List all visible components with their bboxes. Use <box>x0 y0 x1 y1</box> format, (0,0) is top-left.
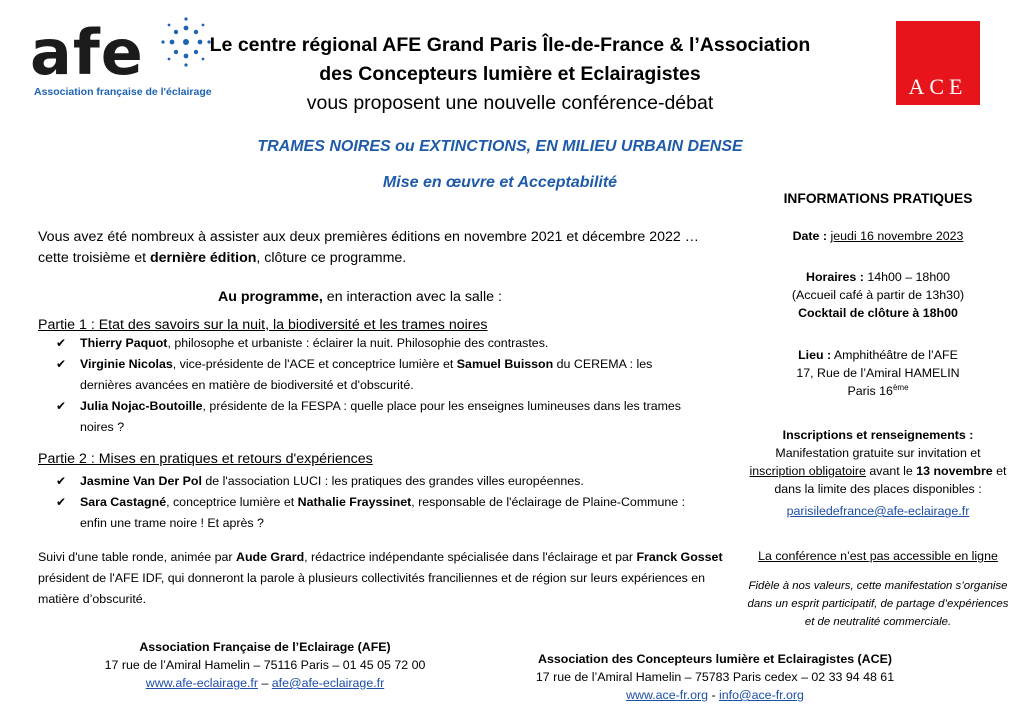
afe-logo-subtitle: Association française de l'éclairage <box>34 86 212 98</box>
intro-bold: dernière édition <box>149 250 257 266</box>
place-city <box>742 382 1014 400</box>
registration-email-wrap <box>742 502 1014 520</box>
speaker-name: Aude Grard <box>236 550 305 564</box>
ace-email-link[interactable]: info@ace-fr.org <box>719 688 804 702</box>
separator: – <box>258 676 272 690</box>
footer-afe <box>60 638 470 692</box>
info-hours <box>742 268 1014 322</box>
footer-ace-name: Association des Concepteurs lumière et Eclairagistes (ACE) <box>538 652 892 666</box>
speaker-text: , responsable de l'éclairage de Plaine-Commune : enfin une trame noire ! Et après ? <box>80 495 686 530</box>
footer-afe-address: 17 rue de l’Amiral Hamelin – 75116 Paris – 01 45 05 72 00 <box>104 658 426 672</box>
header-line-3: vous proposent une nouvelle conférence-débat <box>306 92 714 114</box>
closing-note: Fidèle à nos valeurs, cette manifestation s’organise dans un esprit participatif, de partage d’expériences et de neutralité commerciale. <box>747 580 1009 628</box>
speaker-text: , présidente de la FESPA : quelle place pour les enseignes lumineuses dans les trames noires ? <box>80 399 682 434</box>
place-line <box>742 346 1014 364</box>
hours-line <box>742 268 1014 286</box>
separator: - <box>708 688 720 702</box>
event-title: TRAMES NOIRES ou EXTINCTIONS, EN MILIEU URBAIN DENSE <box>257 138 743 155</box>
place-address: 17, Rue de l’Amiral HAMELIN <box>796 366 960 380</box>
speaker-name: Virginie Nicolas <box>80 357 173 371</box>
place-value: Amphithéâtre de l’AFE <box>833 348 958 362</box>
list-item <box>56 333 706 354</box>
date-label: Date : <box>792 229 828 243</box>
part2-list <box>56 471 706 534</box>
check-icon: ✔ <box>56 495 67 509</box>
ace-website-link[interactable]: www.ace-fr.org <box>626 688 709 702</box>
speaker-text: , conceptrice lumière et <box>166 495 298 509</box>
part1-heading: Partie 1 : Etat des savoirs sur la nuit, la biodiversité et les trames noires <box>38 317 488 333</box>
speaker-text: de l'association LUCI : les pratiques des grandes villes européennes. <box>201 474 584 488</box>
speaker-text: , vice-présidente de l'ACE et conceptrice lumière et <box>172 357 457 371</box>
info-title: INFORMATIONS PRATIQUES <box>783 191 973 206</box>
registration-deadline: 13 novembre <box>916 464 993 478</box>
place-label: Lieu : <box>798 348 832 362</box>
speaker-name: Thierry Paquot <box>80 336 168 350</box>
cocktail-line: Cocktail de clôture à 18h00 <box>798 306 958 320</box>
ace-logo <box>896 21 980 105</box>
registration-text: Manifestation gratuite sur invitation et <box>775 446 981 460</box>
header-line-1: Le centre régional AFE Grand Paris Île-de-France & l’Association <box>209 34 811 56</box>
summary-text: Suivi d'une table ronde, animée par <box>38 550 236 564</box>
ace-logo-word: ACE <box>908 74 968 99</box>
check-icon: ✔ <box>56 399 67 413</box>
event-subtitle: Mise en œuvre et Acceptabilité <box>382 174 618 191</box>
round-table-paragraph <box>38 547 738 610</box>
speaker-name: Jasmine Van Der Pol <box>80 474 202 488</box>
programme-bold: Au programme, <box>218 289 323 305</box>
intro-paragraph <box>38 227 728 269</box>
speaker-name: Nathalie Frayssinet <box>297 495 412 509</box>
speaker-name: Julia Nojac-Boutoille <box>80 399 203 413</box>
city-text: Paris 16 <box>847 384 893 398</box>
registration-email-link[interactable]: parisiledefrance@afe-eclairage.fr <box>786 504 970 518</box>
registration-required: inscription obligatoire <box>749 464 866 478</box>
afe-logo-word: afe <box>30 16 144 89</box>
registration-text <box>742 462 1014 498</box>
check-icon: ✔ <box>56 357 67 371</box>
footer-ace-links <box>510 686 920 704</box>
programme-rest: en interaction avec la salle : <box>322 289 502 305</box>
date-value: jeudi 16 novembre 2023 <box>830 229 964 243</box>
hours-label: Horaires : <box>806 270 864 284</box>
info-registration <box>742 426 1014 520</box>
summary-text: , rédactrice indépendante spécialisée dans l'éclairage et par <box>304 550 637 564</box>
part2-heading: Partie 2 : Mises en pratiques et retours d'expériences <box>38 451 373 467</box>
list-item <box>56 471 706 492</box>
hours-note: (Accueil café à partir de 13h30) <box>791 288 965 302</box>
list-item <box>56 354 706 396</box>
info-date <box>742 227 1014 245</box>
speaker-text: du CEREMA : les dernières avancées en matière de biodiversité et d'obscurité. <box>80 357 653 392</box>
speaker-name: Samuel Buisson <box>456 357 554 371</box>
intro-text-end: , clôture ce programme. <box>256 250 407 266</box>
registration-text-2: avant le <box>865 464 917 478</box>
online-notice: La conférence n’est pas accessible en ligne <box>758 549 998 563</box>
list-item <box>56 492 706 534</box>
registration-text-3: et dans la limite des places disponibles : <box>774 464 1007 496</box>
info-place <box>742 346 1014 400</box>
programme-heading <box>218 287 502 308</box>
header-line-2: des Concepteurs lumière et Eclairagistes <box>319 63 701 85</box>
speaker-text: , philosophe et urbaniste : éclairer la nuit. Philosophie des contrastes. <box>167 336 549 350</box>
check-icon: ✔ <box>56 474 67 488</box>
speaker-name: Sara Castagné <box>80 495 167 509</box>
part1-list <box>56 333 706 438</box>
footer-ace-address: 17 rue de l’Amiral Hamelin – 75783 Paris cedex – 02 33 94 48 61 <box>535 670 895 684</box>
registration-title: Inscriptions et renseignements : <box>782 428 974 442</box>
city-sup: ème <box>892 382 909 392</box>
afe-website-link[interactable]: www.afe-eclairage.fr <box>145 676 258 690</box>
summary-text: président de l'AFE IDF, qui donneront la parole à plusieurs collectivités franciliennes et de région sur leurs expériences en matière d’obscurité. <box>38 571 706 606</box>
check-icon: ✔ <box>56 336 67 350</box>
hours-value: 14h00 – 18h00 <box>867 270 950 284</box>
footer-afe-name: Association Française de l’Eclairage (AFE) <box>139 640 391 654</box>
intro-text: Vous avez été nombreux à assister aux deux premières éditions en novembre 2021 et décembre 2022 … cette troisième et <box>38 229 699 266</box>
list-item <box>56 396 706 438</box>
afe-logo <box>30 14 210 104</box>
footer-ace <box>510 650 920 704</box>
footer-afe-links <box>60 674 470 692</box>
afe-email-link[interactable]: afe@afe-eclairage.fr <box>271 676 385 690</box>
speaker-name: Franck Gosset <box>636 550 723 564</box>
